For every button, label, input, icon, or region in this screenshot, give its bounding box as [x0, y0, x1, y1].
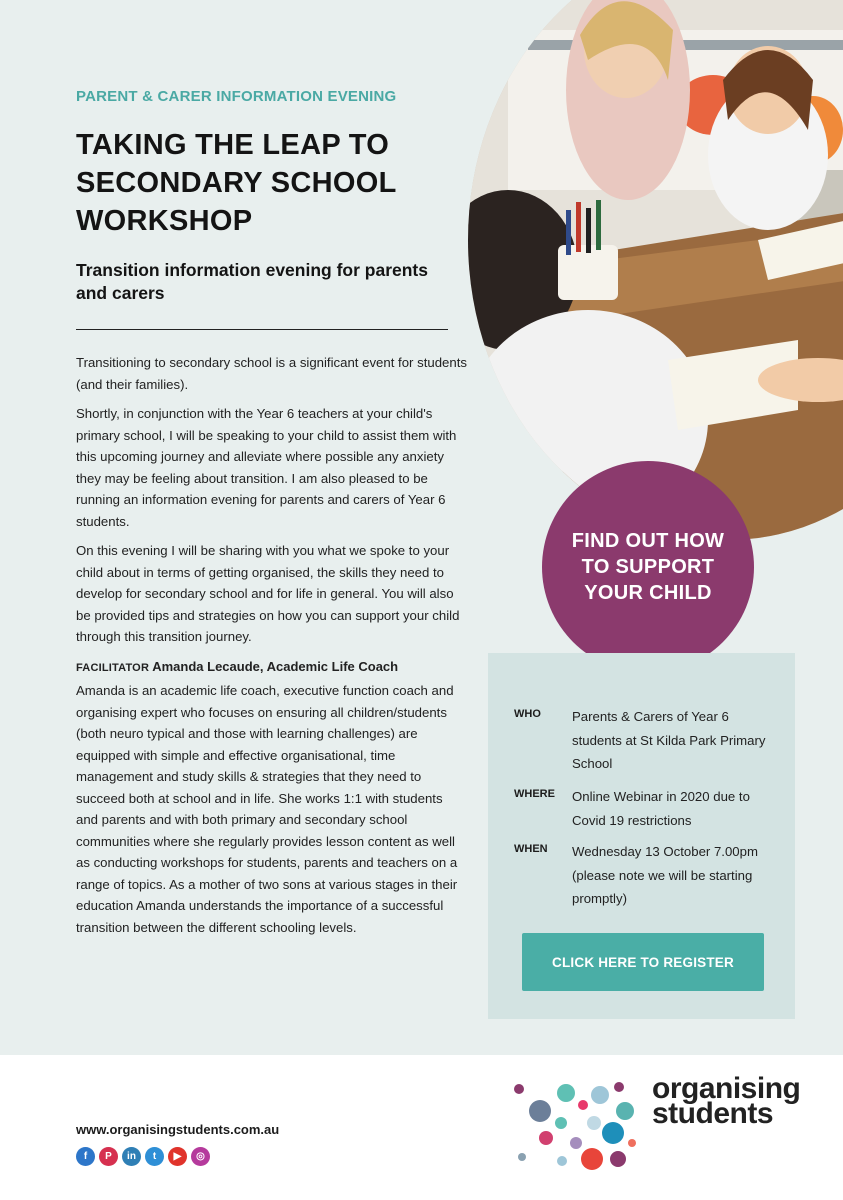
when-label: WHEN: [514, 843, 548, 855]
event-info-box: [488, 653, 795, 1019]
body-paragraph: Amanda is an academic life coach, executive function coach and organising expert who focuses on ensuring all children/students (both neuro typical and those with learning challenges) are equipped with simple and effective organisational, time management and study skills & strategies that they need to succeed both at school and in life. She works 1:1 with students and parents and with both primary and secondary school communities where she regularly provides lesson content as well as conducting workshops for students, parents and teachers on a range of topics. As a mother of two sons at various stages in their education Amanda understands the importance of a successful transition between the different schooling levels.: [76, 683, 458, 935]
social-links: [76, 1147, 210, 1166]
page-subtitle: Transition information evening for parents and carers: [76, 260, 428, 303]
classroom-photo-illustration: [468, 0, 843, 540]
pinterest-icon[interactable]: P: [99, 1147, 118, 1166]
who-value: Parents & Carers of Year 6 students at St Kilda Park Primary School: [572, 709, 766, 771]
info-row-where: [514, 785, 784, 832]
linkedin-icon[interactable]: in: [122, 1147, 141, 1166]
info-row-when: [514, 840, 784, 911]
body-paragraph: On this evening I will be sharing with you what we spoke to your child about in terms of getting organised, the skills they need to develop for secondary school and for life in general. You will also be provided tips and strategies on how you can support your child through this transition journey.: [76, 543, 460, 644]
logo-line2: students: [652, 1097, 774, 1130]
info-row-who: [514, 705, 784, 776]
page-title: TAKING THE LEAP TO SECONDARY SCHOOL WORKSHOP: [76, 129, 397, 237]
where-value: Online Webinar in 2020 due to Covid 19 restrictions: [572, 789, 750, 828]
callout-circle: [542, 461, 754, 673]
classroom-photo: [468, 0, 843, 540]
youtube-icon[interactable]: ▶: [168, 1147, 187, 1166]
instagram-icon[interactable]: ◎: [191, 1147, 210, 1166]
logo-line1: organising: [652, 1072, 801, 1105]
body-paragraph: Transitioning to secondary school is a significant event for students (and their families).: [76, 355, 467, 392]
website-link[interactable]: www.organisingstudents.com.au: [76, 1122, 280, 1137]
divider: [76, 329, 448, 330]
facilitator-name: Amanda Lecaude, Academic Life Coach: [152, 658, 399, 674]
who-label: WHO: [514, 708, 541, 720]
brand-logo: [652, 1072, 801, 1130]
body-text: [76, 352, 468, 946]
callout-text: FIND OUT HOW TO SUPPORT YOUR CHILD: [571, 530, 725, 604]
logo-dots-icon: [510, 1075, 640, 1175]
facilitator-heading: [76, 656, 468, 680]
register-button[interactable]: CLICK HERE TO REGISTER: [522, 933, 764, 991]
where-label: WHERE: [514, 788, 555, 800]
facebook-icon[interactable]: f: [76, 1147, 95, 1166]
when-value: Wednesday 13 October 7.00pm (please note we will be starting promptly): [572, 844, 758, 906]
twitter-icon[interactable]: t: [145, 1147, 164, 1166]
eyebrow-heading: PARENT & CARER INFORMATION EVENING: [76, 88, 397, 105]
facilitator-tag: FACILITATOR: [76, 661, 150, 674]
body-paragraph: Shortly, in conjunction with the Year 6 teachers at your child's primary school, I will be speaking to your child to assist them with this upcoming journey and alleviate where possible any anxiety they may be feeling about transition. I am also pleased to be running an information evening for parents and carers of Year 6 students.: [76, 406, 457, 529]
